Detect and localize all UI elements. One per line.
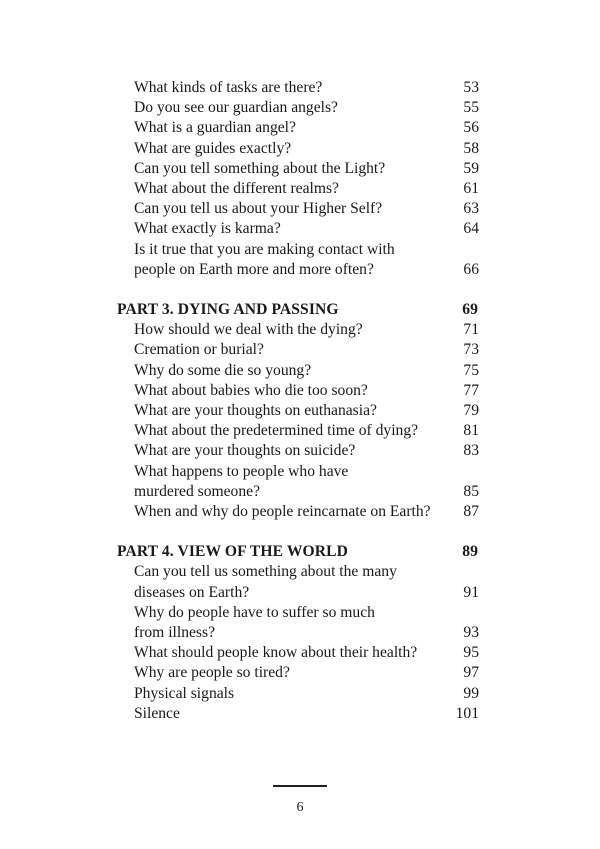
page-number: 6 bbox=[296, 800, 304, 815]
toc-entry-title: What about the predetermined time of dying? bbox=[134, 422, 419, 440]
toc-entry-page: 71 bbox=[463, 321, 479, 339]
toc-entry bbox=[117, 381, 482, 401]
toc-entry-page: 91 bbox=[463, 583, 479, 601]
toc-entry-title bbox=[134, 562, 459, 602]
part-heading-title: PART 4. VIEW OF THE WORLD bbox=[117, 543, 348, 561]
toc-entry-page: 97 bbox=[463, 664, 479, 682]
toc-entry bbox=[117, 562, 482, 602]
toc-entry bbox=[117, 240, 482, 280]
toc-entry bbox=[117, 643, 482, 663]
toc-entry-title: Physical signals bbox=[134, 684, 235, 702]
toc-entry bbox=[117, 684, 482, 704]
toc-entry bbox=[117, 139, 482, 159]
toc-entry bbox=[117, 118, 482, 138]
toc-entry-title: Can you tell us about your Higher Self? bbox=[134, 200, 383, 218]
toc-entry-title: What is a guardian angel? bbox=[134, 119, 296, 137]
toc-entry-page: 61 bbox=[463, 180, 479, 198]
toc-entry bbox=[117, 340, 482, 360]
toc-entry-title: What are your thoughts on suicide? bbox=[134, 442, 356, 460]
toc-entry bbox=[117, 462, 482, 502]
toc-entry-page: 73 bbox=[463, 341, 479, 359]
toc-entry-page: 55 bbox=[463, 99, 479, 117]
toc-entry-page: 93 bbox=[463, 624, 479, 642]
toc-entry-page: 58 bbox=[463, 139, 479, 157]
toc-entry-page: 63 bbox=[463, 200, 479, 218]
toc-entry bbox=[117, 502, 482, 522]
toc-entry bbox=[117, 603, 482, 643]
toc-section-continued bbox=[117, 78, 482, 280]
toc-entry bbox=[117, 159, 482, 179]
toc-entry-page: 77 bbox=[463, 381, 479, 399]
toc-entry-title: Why are people so tired? bbox=[134, 664, 290, 682]
toc-section-part-4 bbox=[117, 542, 482, 724]
toc-entry-title bbox=[134, 462, 459, 502]
part-heading-page: 89 bbox=[462, 543, 478, 561]
toc-entry bbox=[117, 179, 482, 199]
toc-entry-title-line: diseases on Earth? bbox=[134, 583, 250, 601]
toc-entry-title: What kinds of tasks are there? bbox=[134, 79, 323, 96]
part-heading bbox=[117, 542, 482, 562]
toc-entry-page: 64 bbox=[463, 220, 479, 238]
toc-entry-title: What are guides exactly? bbox=[134, 139, 292, 157]
toc-entry bbox=[117, 78, 482, 98]
toc-entry bbox=[117, 401, 482, 421]
table-of-contents bbox=[117, 78, 482, 724]
toc-entry-page: 101 bbox=[455, 704, 479, 722]
toc-entry-title: What exactly is karma? bbox=[134, 220, 281, 238]
toc-entry bbox=[117, 98, 482, 118]
toc-entry bbox=[117, 421, 482, 441]
toc-entry-page: 66 bbox=[463, 260, 479, 278]
toc-entry-title-line: Is it true that you are making contact with bbox=[134, 240, 395, 258]
toc-entry-title: What about the different realms? bbox=[134, 180, 339, 198]
toc-entry bbox=[117, 219, 482, 239]
toc-entry-title: Can you tell something about the Light? bbox=[134, 159, 386, 177]
toc-entry-title-line: Can you tell us something about the many bbox=[134, 563, 397, 581]
toc-entry-page: 85 bbox=[463, 482, 479, 500]
toc-entry-title bbox=[134, 240, 459, 280]
toc-entry-page: 75 bbox=[463, 361, 479, 379]
toc-section-part-3 bbox=[117, 300, 482, 522]
toc-entry-title bbox=[134, 603, 459, 643]
toc-entry bbox=[117, 199, 482, 219]
part-heading-title: PART 3. DYING AND PASSING bbox=[117, 301, 339, 319]
toc-entry-page: 53 bbox=[463, 79, 479, 96]
toc-entry-title: What are your thoughts on euthanasia? bbox=[134, 402, 377, 420]
toc-entry-title-line: from illness? bbox=[134, 624, 215, 642]
toc-entry bbox=[117, 320, 482, 340]
toc-entry-page: 87 bbox=[463, 503, 479, 521]
toc-entry-page: 81 bbox=[463, 422, 479, 440]
toc-entry bbox=[117, 361, 482, 381]
toc-entry-page: 56 bbox=[463, 119, 479, 137]
part-heading-page: 69 bbox=[462, 301, 478, 319]
toc-entry-title: What should people know about their health? bbox=[134, 644, 418, 662]
toc-entry-title-line: people on Earth more and more often? bbox=[134, 260, 374, 278]
toc-entry-title: What about babies who die too soon? bbox=[134, 381, 368, 399]
toc-entry-page: 95 bbox=[463, 644, 479, 662]
toc-entry-page: 59 bbox=[463, 159, 479, 177]
toc-entry-title: When and why do people reincarnate on Earth? bbox=[134, 503, 431, 521]
toc-entry-title-line: murdered someone? bbox=[134, 482, 260, 500]
part-heading bbox=[117, 300, 482, 320]
toc-entry bbox=[117, 663, 482, 683]
toc-entry-title: How should we deal with the dying? bbox=[134, 321, 363, 339]
toc-entry-title: Do you see our guardian angels? bbox=[134, 99, 338, 117]
toc-entry-title: Silence bbox=[134, 704, 180, 722]
toc-entry bbox=[117, 704, 482, 724]
toc-entry-page: 83 bbox=[463, 442, 479, 460]
toc-entry bbox=[117, 441, 482, 461]
toc-entry-page: 79 bbox=[463, 402, 479, 420]
footer-rule bbox=[273, 785, 327, 787]
toc-entry-title: Cremation or burial? bbox=[134, 341, 264, 359]
toc-entry-title: Why do some die so young? bbox=[134, 361, 312, 379]
toc-entry-title-line: What happens to people who have bbox=[134, 462, 349, 480]
toc-entry-page: 99 bbox=[463, 684, 479, 702]
toc-entry-title-line: Why do people have to suffer so much bbox=[134, 603, 375, 621]
